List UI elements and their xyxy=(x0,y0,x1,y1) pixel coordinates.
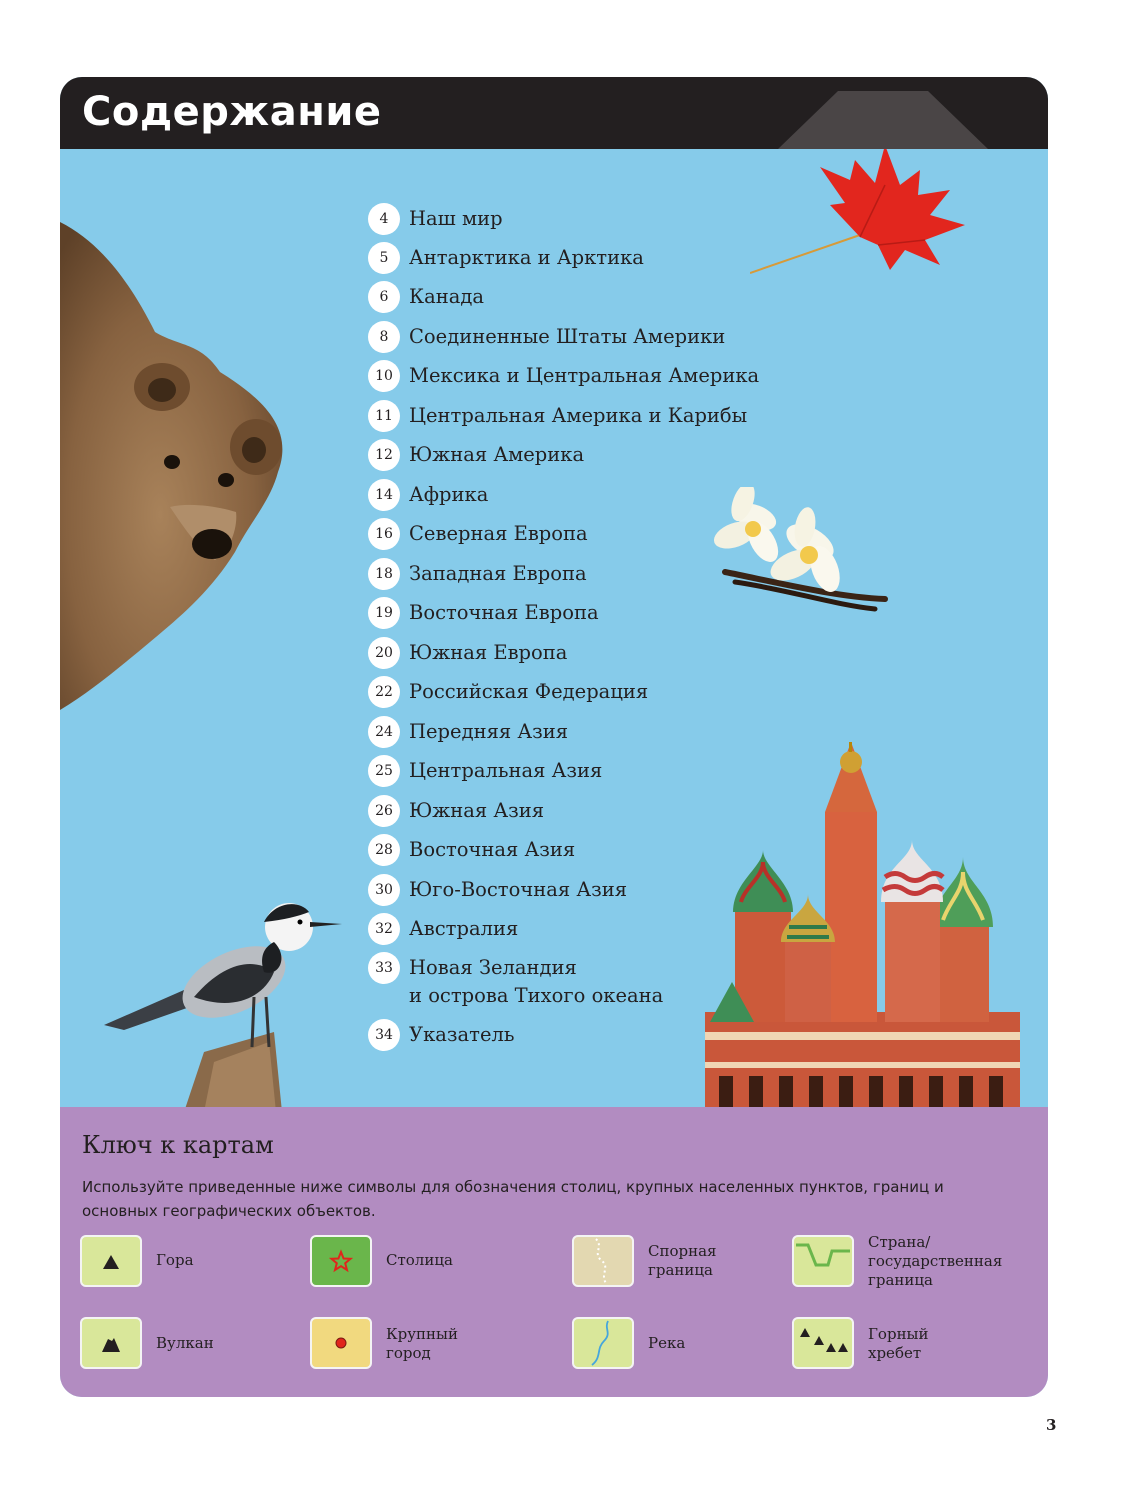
toc-title: Австралия xyxy=(409,917,519,940)
toc-page-number: 18 xyxy=(368,558,400,590)
toc-page-number: 22 xyxy=(368,676,400,708)
toc-title: Восточная Европа xyxy=(409,601,599,624)
toc-page-number: 20 xyxy=(368,637,400,669)
maple-leaf-illustration xyxy=(750,145,980,275)
key-label-line2: город xyxy=(386,1344,431,1362)
brown-bear-illustration xyxy=(60,222,290,712)
border-line-icon xyxy=(792,1235,854,1287)
toc-title: Африка xyxy=(409,483,489,506)
page-number: 3 xyxy=(1046,1416,1057,1434)
key-label-line1: Страна/ xyxy=(868,1233,931,1251)
toc-title-line2: и острова Тихого океана xyxy=(409,984,664,1007)
toc-title: Северная Европа xyxy=(409,522,588,545)
key-label xyxy=(868,1233,1038,1290)
toc-page-number: 5 xyxy=(368,242,400,274)
toc-title: Канада xyxy=(409,285,484,308)
toc-page-number: 34 xyxy=(368,1019,400,1051)
toc-item[interactable] xyxy=(368,558,587,590)
toc-item[interactable] xyxy=(368,795,544,827)
volcano-icon xyxy=(80,1317,142,1369)
toc-title: Российская Федерация xyxy=(409,680,649,703)
toc-title: Восточная Азия xyxy=(409,838,576,861)
toc-title: Южная Америка xyxy=(409,443,585,466)
toc-page-number: 30 xyxy=(368,874,400,906)
toc-item[interactable] xyxy=(368,913,518,945)
key-label-line1: Крупный xyxy=(386,1325,458,1343)
key-label: Гора xyxy=(156,1251,194,1269)
wagtail-bird-illustration xyxy=(104,902,354,1112)
river-icon xyxy=(572,1317,634,1369)
vanilla-flower-illustration xyxy=(705,487,890,617)
key-label xyxy=(386,1325,536,1363)
toc-page-number: 19 xyxy=(368,597,400,629)
key-label-line3: граница xyxy=(868,1271,933,1289)
toc-page-number: 12 xyxy=(368,439,400,471)
toc-title: Центральная Америка и Карибы xyxy=(409,404,748,427)
toc-item[interactable] xyxy=(368,834,575,866)
dotted-line-icon xyxy=(572,1235,634,1287)
contents-page-card xyxy=(60,77,1048,1397)
toc-title: Указатель xyxy=(409,1023,515,1046)
toc-title: Мексика и Центральная Америка xyxy=(409,364,760,387)
key-label-line2: государственная xyxy=(868,1252,1003,1270)
toc-item[interactable] xyxy=(368,1019,515,1051)
toc-item[interactable] xyxy=(368,874,627,906)
toc-title-line1: Новая Зеландия xyxy=(409,956,577,979)
header-notch-decoration xyxy=(778,77,988,149)
toc-page-number: 4 xyxy=(368,203,400,235)
toc-item[interactable] xyxy=(368,242,644,274)
page-title: Содержание xyxy=(82,89,382,135)
toc-title: Наш мир xyxy=(409,207,503,230)
toc-item[interactable] xyxy=(368,676,648,708)
toc-page-number: 14 xyxy=(368,479,400,511)
toc-title: Соединенные Штаты Америки xyxy=(409,325,726,348)
toc-page-number: 32 xyxy=(368,913,400,945)
toc-title: Западная Европа xyxy=(409,562,587,585)
toc-page-number: 25 xyxy=(368,755,400,787)
key-label-line1: Спорная xyxy=(648,1242,717,1260)
star-icon xyxy=(310,1235,372,1287)
toc-page-number: 24 xyxy=(368,716,400,748)
toc-page-number: 26 xyxy=(368,795,400,827)
toc-title xyxy=(409,954,663,1010)
toc-item[interactable] xyxy=(368,400,747,432)
toc-item[interactable] xyxy=(368,321,725,353)
toc-title: Центральная Азия xyxy=(409,759,603,782)
map-key-description: Используйте приведенные ниже символы для обозначения столиц, крупных населенных пунктов, границ и основных географических объектов. xyxy=(82,1178,944,1220)
circle-icon xyxy=(310,1317,372,1369)
key-label: Столица xyxy=(386,1251,453,1269)
toc-page-number: 33 xyxy=(368,952,400,984)
toc-page-number: 10 xyxy=(368,360,400,392)
key-label xyxy=(648,1242,798,1280)
toc-item[interactable] xyxy=(368,360,759,392)
toc-page-number: 11 xyxy=(368,400,400,432)
toc-item[interactable] xyxy=(368,716,568,748)
toc-item[interactable] xyxy=(368,281,484,313)
st-basils-cathedral-illustration xyxy=(705,742,1020,1107)
toc-item[interactable] xyxy=(368,637,567,669)
toc-item[interactable] xyxy=(368,755,602,787)
toc-page-number: 28 xyxy=(368,834,400,866)
toc-item[interactable] xyxy=(368,518,588,550)
mountain-icon xyxy=(80,1235,142,1287)
map-key-title: Ключ к картам xyxy=(82,1131,274,1159)
key-label-line2: граница xyxy=(648,1261,713,1279)
toc-item[interactable] xyxy=(368,439,584,471)
key-label: Вулкан xyxy=(156,1334,214,1352)
key-label xyxy=(868,1325,1018,1363)
map-key-panel xyxy=(60,1107,1048,1397)
toc-title: Юго-Восточная Азия xyxy=(409,878,628,901)
toc-page-number: 6 xyxy=(368,281,400,313)
toc-title: Передняя Азия xyxy=(409,720,569,743)
toc-page-number: 8 xyxy=(368,321,400,353)
toc-item[interactable] xyxy=(368,203,503,235)
toc-title: Южная Азия xyxy=(409,799,545,822)
toc-title: Южная Европа xyxy=(409,641,568,664)
toc-page-number: 16 xyxy=(368,518,400,550)
header-bar xyxy=(60,77,1048,149)
toc-title: Антарктика и Арктика xyxy=(409,246,644,269)
key-label: Река xyxy=(648,1334,686,1352)
toc-item[interactable] xyxy=(368,597,599,629)
key-label-line2: хребет xyxy=(868,1344,922,1362)
mountain-range-icon xyxy=(792,1317,854,1369)
toc-item[interactable] xyxy=(368,479,488,511)
key-label-line1: Горный xyxy=(868,1325,929,1343)
toc-item[interactable] xyxy=(368,952,663,1010)
